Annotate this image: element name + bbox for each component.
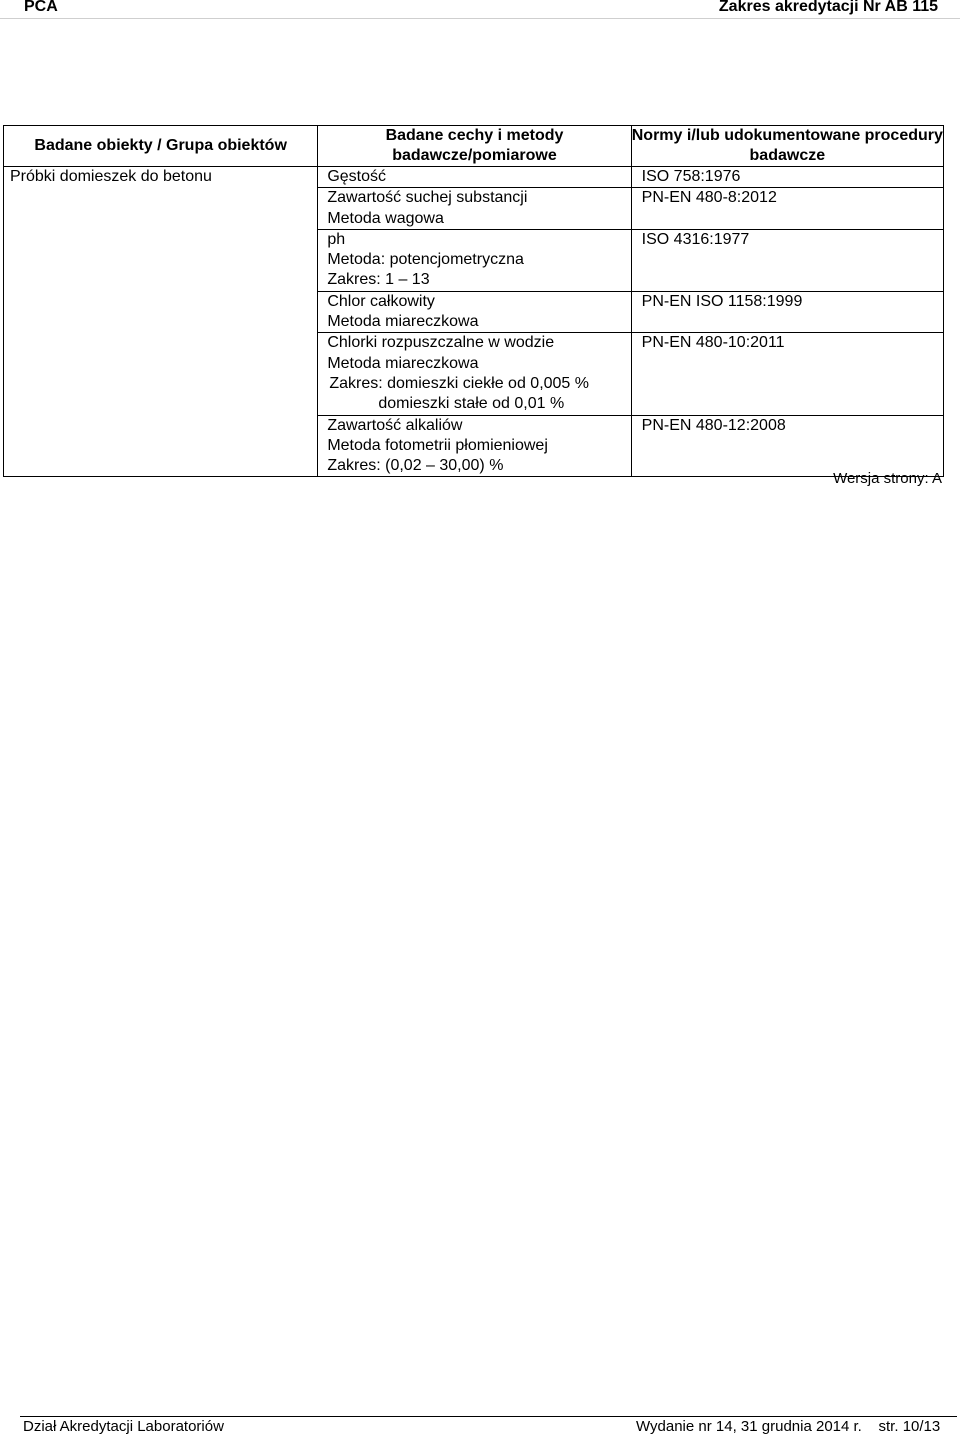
feature-line: Metoda miareczkowa (327, 354, 479, 372)
accreditation-table (3, 125, 944, 477)
table-header-row (4, 126, 944, 167)
feature-line: Chlorki rozpuszczalne w wodzie (327, 334, 555, 352)
norm-text: PN-EN 480-12:2008 (641, 416, 786, 434)
norm-cell (631, 333, 943, 415)
feature-line: Metoda wagowa (327, 209, 444, 227)
table-row (4, 167, 944, 188)
feature-cell (318, 188, 631, 230)
feature-line: Zawartość alkaliów (327, 416, 463, 434)
feature-line: Zakres: 1 – 13 (327, 271, 430, 289)
feature-line: Zakres: domieszki ciekłe od 0,005 % (329, 374, 589, 392)
page-version: Wersja strony: A (833, 470, 942, 487)
feature-cell (318, 291, 631, 333)
page-footer (0, 1408, 960, 1436)
norm-cell (631, 291, 943, 333)
column-header-norms: Normy i/lub udokumentowane procedury badawcze (631, 126, 943, 167)
footer-issue: Wydanie nr 14, 31 grudnia 2014 r. str. 10/13 (636, 1418, 941, 1435)
feature-line: Metoda: potencjometryczna (327, 251, 524, 269)
feature-line: domieszki stałe od 0,01 % (378, 395, 565, 413)
object-group: Próbki domieszek do betonu (4, 167, 318, 477)
column-header-features: Badane cechy i metody badawcze/pomiarowe (318, 126, 631, 167)
norm-cell (631, 188, 943, 230)
feature-line: Metoda miareczkowa (327, 313, 479, 331)
norm-text: PN-EN ISO 1158:1999 (641, 292, 803, 310)
feature-line: Chlor całkowity (327, 292, 435, 310)
header-org: PCA (24, 0, 58, 15)
norm-cell (631, 229, 943, 291)
header-divider (0, 18, 960, 19)
feature-line: Metoda fotometrii płomieniowej (327, 436, 548, 454)
column-header-objects: Badane obiekty / Grupa obiektów (4, 126, 318, 167)
feature-line: Zawartość suchej substancji (327, 189, 528, 207)
feature-cell (318, 167, 631, 188)
feature-line: Zakres: (0,02 – 30,00) % (327, 457, 504, 475)
norm-text: PN-EN 480-8:2012 (641, 189, 777, 207)
feature-line: ph (327, 230, 346, 248)
norm-text: PN-EN 480-10:2011 (641, 334, 785, 352)
footer-department: Dział Akredytacji Laboratoriów (23, 1418, 224, 1435)
feature-cell (318, 229, 631, 291)
footer-divider (20, 1416, 957, 1417)
feature-cell (318, 415, 631, 477)
feature-cell (318, 333, 631, 415)
feature-line: Gęstość (327, 168, 387, 185)
norm-text: ISO 758:1976 (641, 168, 741, 185)
norm-cell (631, 415, 943, 477)
norm-text: ISO 4316:1977 (641, 230, 750, 248)
page-header (0, 0, 960, 18)
header-title: Zakres akredytacji Nr AB 115 (718, 0, 938, 15)
norm-cell (631, 167, 943, 188)
